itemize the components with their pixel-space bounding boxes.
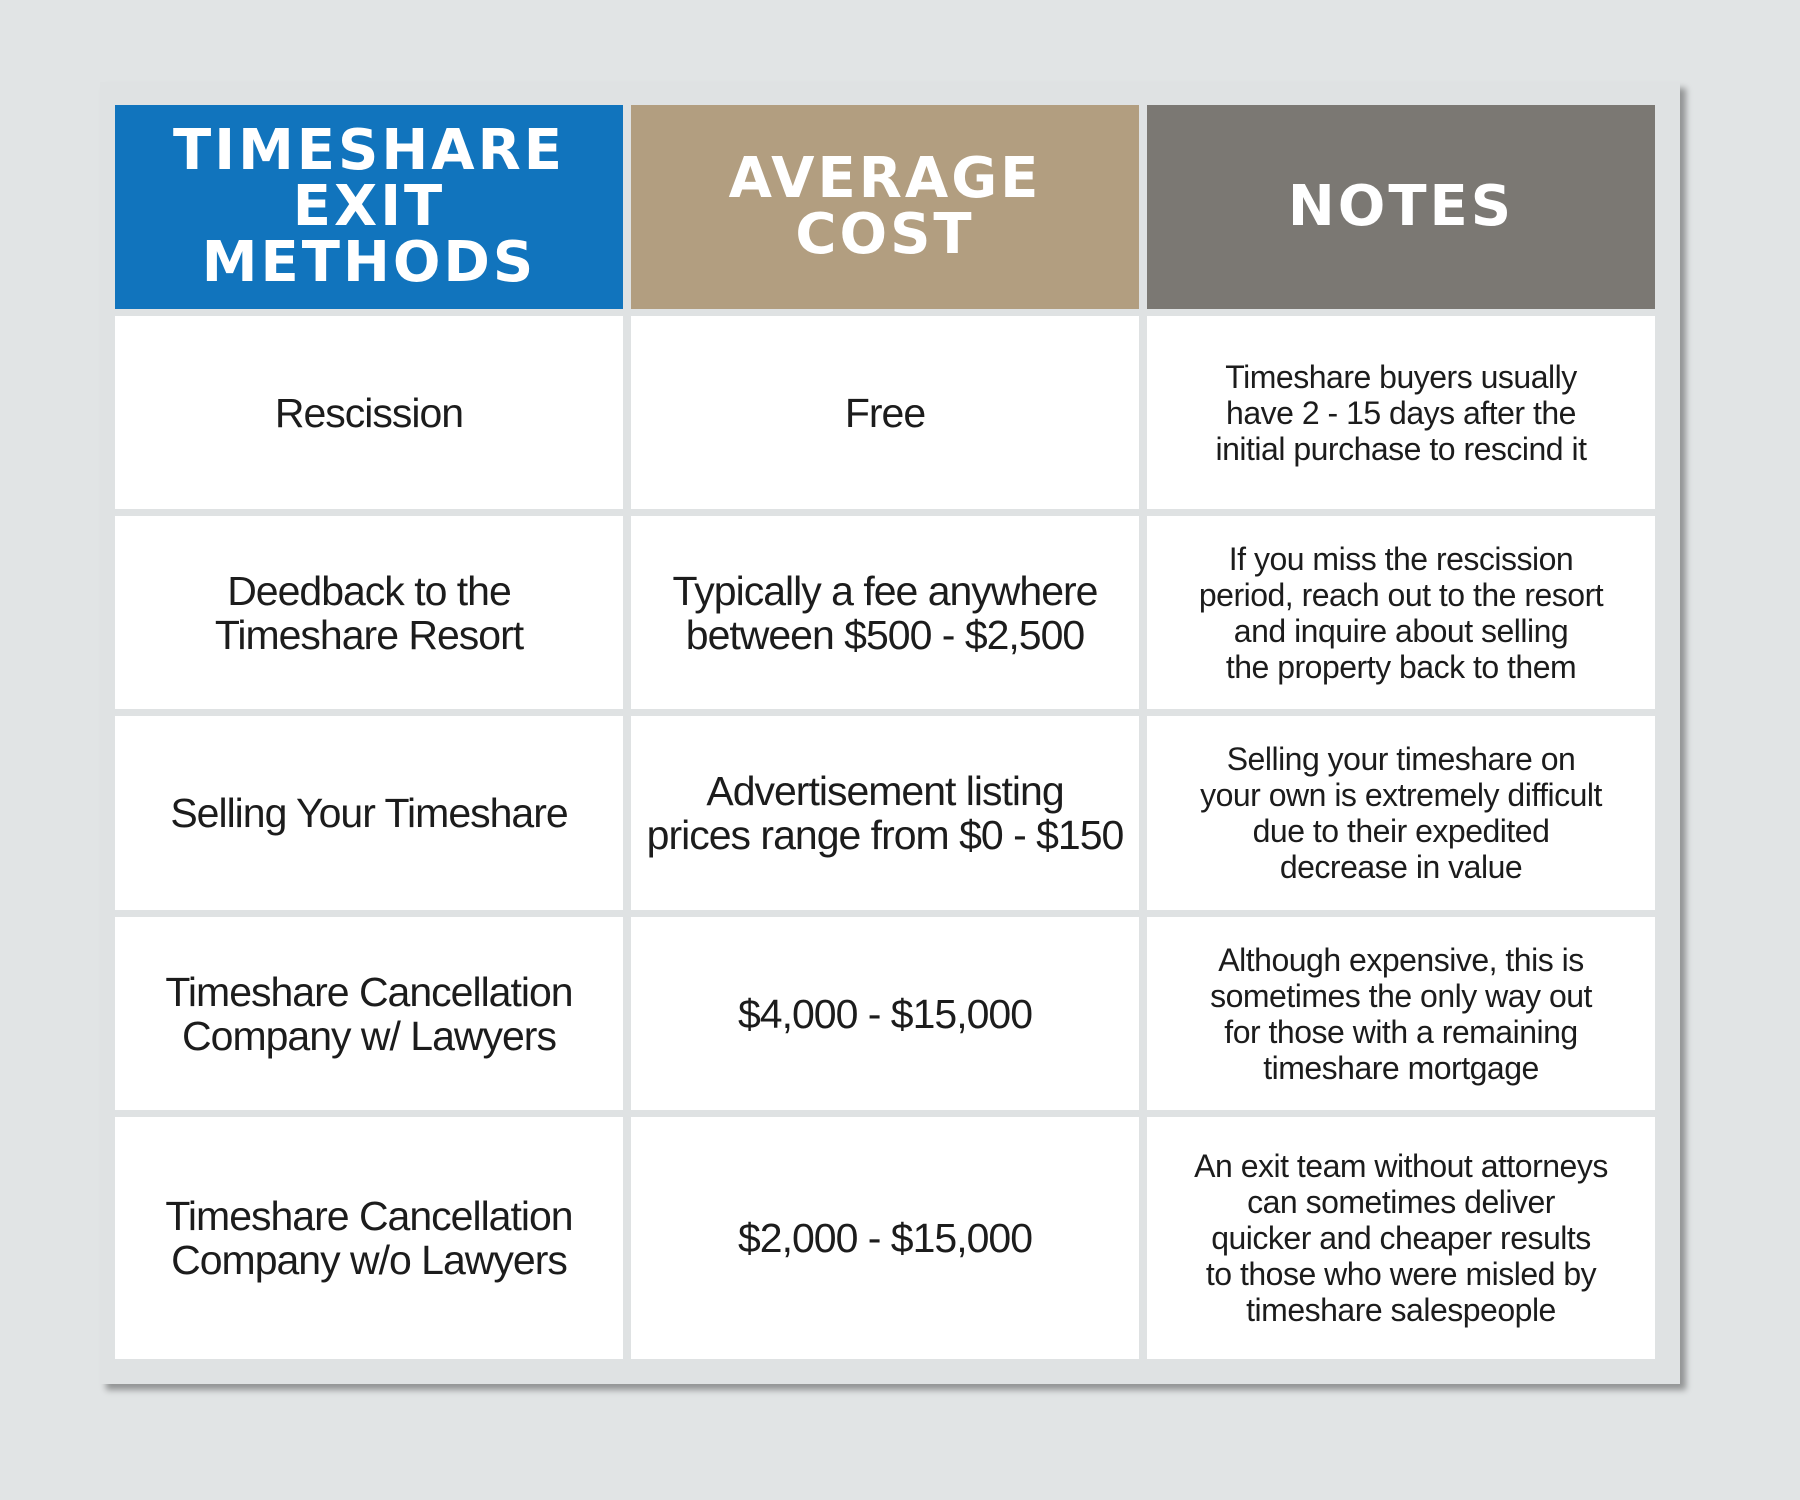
header-exit-methods: TIMESHARE EXIT METHODS bbox=[115, 105, 623, 309]
row-3-notes: Selling your timeshare on your own is extremely difficult due to their expedited decrease in value bbox=[1147, 716, 1655, 910]
row-4-notes: Although expensive, this is sometimes the only way out for those with a remaining timeshare mortgage bbox=[1147, 917, 1655, 1110]
row-5-cost: $2,000 - $15,000 bbox=[631, 1117, 1139, 1359]
row-1-cost: Free bbox=[631, 316, 1139, 509]
row-5-notes: An exit team without attorneys can sometimes deliver quicker and cheaper results to those who were misled by timeshare salespeople bbox=[1147, 1117, 1655, 1359]
row-3-method: Selling Your Timeshare bbox=[115, 716, 623, 910]
row-5-method: Timeshare Cancellation Company w/o Lawyers bbox=[115, 1117, 623, 1359]
row-2-notes: If you miss the rescission period, reach out to the resort and inquire about selling the property back to them bbox=[1147, 516, 1655, 709]
row-4-method: Timeshare Cancellation Company w/ Lawyers bbox=[115, 917, 623, 1110]
exit-methods-table bbox=[115, 105, 1655, 1355]
row-1-notes: Timeshare buyers usually have 2 - 15 days after the initial purchase to rescind it bbox=[1147, 316, 1655, 509]
row-1-method: Rescission bbox=[115, 316, 623, 509]
row-2-method: Deedback to the Timeshare Resort bbox=[115, 516, 623, 709]
header-notes: NOTES bbox=[1147, 105, 1655, 309]
header-average-cost: AVERAGE COST bbox=[631, 105, 1139, 309]
row-3-cost: Advertisement listing prices range from $0 - $150 bbox=[631, 716, 1139, 910]
row-2-cost: Typically a fee anywhere between $500 - $2,500 bbox=[631, 516, 1139, 709]
row-4-cost: $4,000 - $15,000 bbox=[631, 917, 1139, 1110]
